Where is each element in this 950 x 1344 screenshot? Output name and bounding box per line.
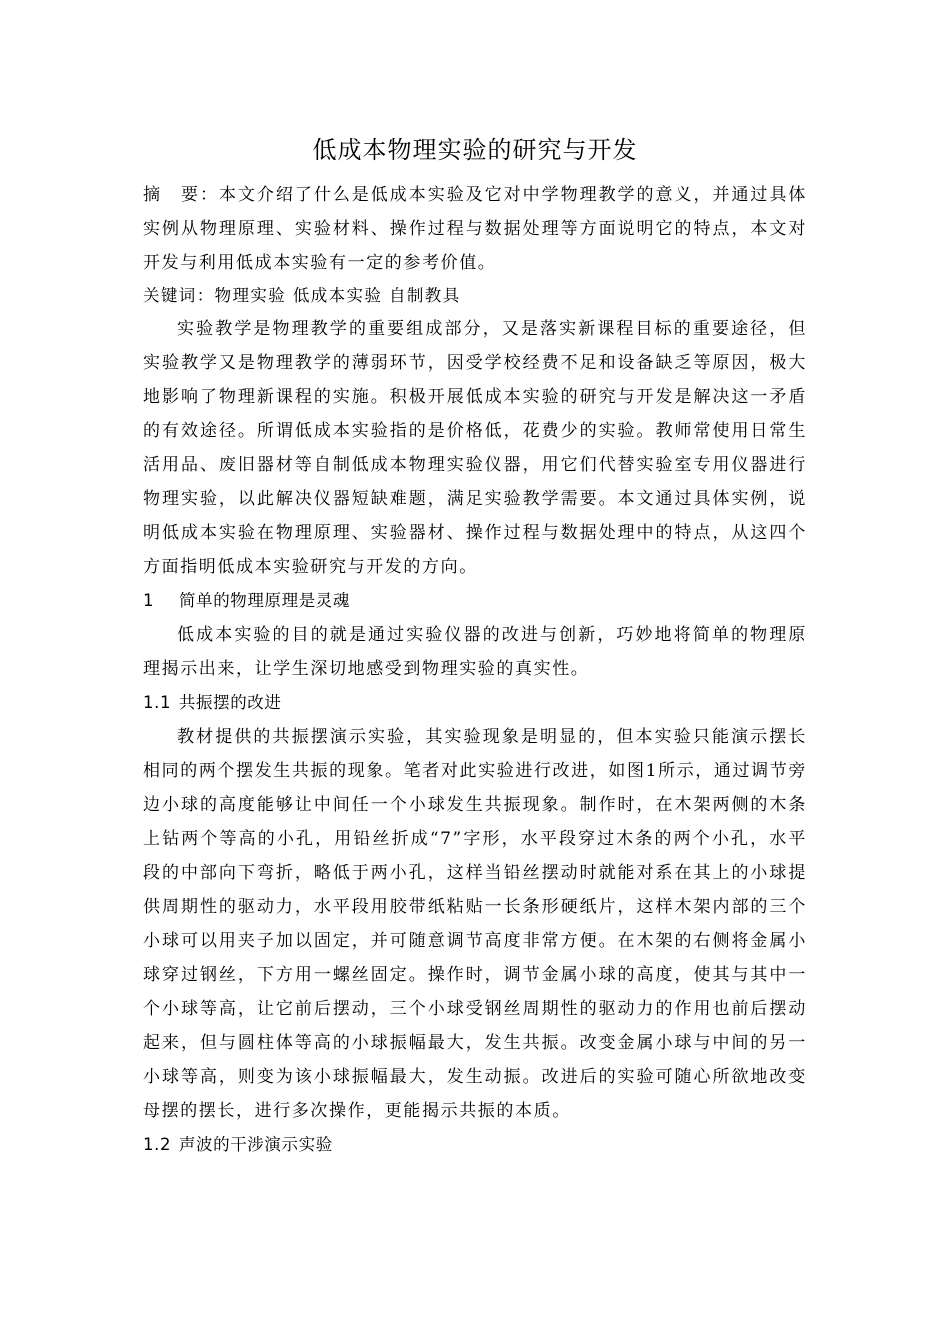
abstract — [143, 178, 807, 280]
abstract-label: 摘 要： — [143, 185, 219, 205]
section-1-2-number: 1.2 — [143, 1135, 172, 1154]
section-1-title: 简单的物理原理是灵魂 — [179, 591, 350, 610]
document-page — [143, 130, 807, 1162]
keywords-label: 关键词： — [143, 286, 215, 305]
intro-paragraph: 实验教学是物理教学的重要组成部分，又是落实新课程目标的重要途径，但实验教学又是物理教学的薄弱环节，因受学校经费不足和设备缺乏等原因，极大地影响了物理新课程的实施。积极开展低成本实验的研究与开发是解决这一矛盾的有效途径。所谓低成本实验指的是价格低，花费少的实验。教师常使用日常生活用品、废旧器材等自制低成本物理实验仪器，用它们代替实验室专用仪器进行物理实验，以此解决仪器短缺难题，满足实验教学需要。本文通过具体实例，说明低成本实验在物理原理、实验器材、操作过程与数据处理中的特点，从这四个方面指明低成本实验研究与开发的方向。 — [143, 319, 807, 577]
section-1-2-heading — [143, 1128, 807, 1162]
section-1-1-heading — [143, 686, 807, 720]
section-1-1-title: 共振摆的改进 — [178, 693, 282, 712]
section-1-number: 1 — [143, 591, 155, 610]
section-1-paragraph: 低成本实验的目的就是通过实验仪器的改进与创新，巧妙地将简单的物理原理揭示出来，让学生深切地感受到物理实验的真实性。 — [143, 625, 807, 679]
section-1-heading — [143, 584, 807, 618]
abstract-text: 本文介绍了什么是低成本实验及它对中学物理教学的意义，并通过具体实例从物理原理、实验材料、操作过程与数据处理等方面说明它的特点，本文对开发与利用低成本实验有一定的参考价值。 — [143, 185, 807, 273]
section-1-1-paragraph: 教材提供的共振摆演示实验，其实验现象是明显的，但本实验只能演示摆长相同的两个摆发生共振的现象。笔者对此实验进行改进，如图1所示，通过调节旁边小球的高度能够让中间任一个小球发生共振现象。制作时，在木架两侧的木条上钻两个等高的小孔，用铅丝折成“7”字形，水平段穿过木条的两个小孔，水平段的中部向下弯折，略低于两小孔，这样当铅丝摆动时就能对系在其上的小球提供周期性的驱动力，水平段用胶带纸粘贴一长条形硬纸片，这样木架内部的三个小球可以用夹子加以固定，并可随意调节高度非常方便。在木架的右侧将金属小球穿过钢丝，下方用一螺丝固定。操作时，调节金属小球的高度，使其与其中一个小球等高，让它前后摆动，三个小球受钢丝周期性的驱动力的作用也前后摆动起来，但与圆柱体等高的小球振幅最大，发生共振。改变金属小球与中间的另一小球等高，则变为该小球振幅最大，发生动振。改进后的实验可随心所欲地改变母摆的摆长，进行多次操作，更能揭示共振的本质。 — [143, 727, 807, 1121]
keywords — [143, 280, 807, 312]
keywords-text: 物理实验 低成本实验 自制教具 — [214, 286, 461, 305]
section-1-1-number: 1.1 — [143, 693, 172, 712]
section-1-2-title: 声波的干涉演示实验 — [178, 1135, 333, 1154]
document-title: 低成本物理实验的研究与开发 — [312, 136, 638, 164]
